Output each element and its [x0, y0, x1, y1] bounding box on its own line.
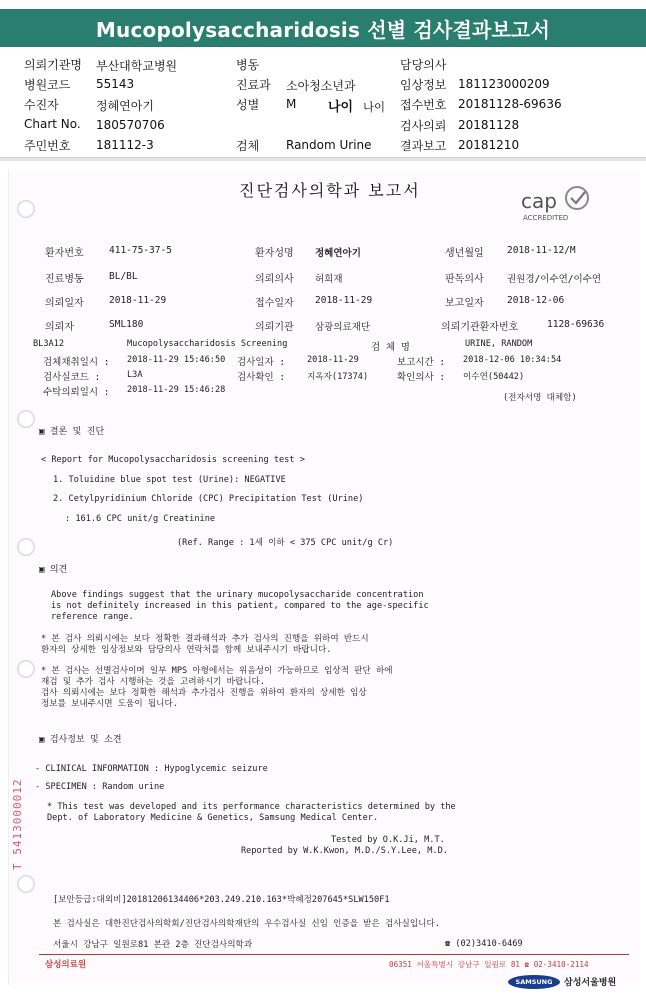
sec2_lines-line: 환자의 상세한 임상정보와 담당의사 연락처를 함께 보내주시기 바랍니다.: [41, 645, 332, 655]
col2-value: M: [286, 97, 297, 112]
col1-value: 정혜연아기: [96, 99, 154, 114]
col2-label: 진료과: [236, 78, 271, 93]
patient-field-label: 의뢰기관환자번호: [441, 322, 519, 333]
patient-field-label: 판독의사: [445, 274, 484, 285]
footer-org-name: 삼성의료원: [45, 960, 87, 970]
col2-label: 검체: [236, 138, 260, 153]
patient-field-value: 허희재: [315, 274, 343, 285]
info-value: L3A: [127, 370, 143, 380]
patient-field-value: 정혜연아기: [315, 248, 361, 259]
sec1_lines-line: < Report for Mucopolysaccharidosis screening test >: [41, 455, 305, 465]
patient-field-value: 삼광의료재단: [315, 322, 371, 333]
footer-rule: [39, 954, 629, 955]
specimen-value: URINE, RANDOM: [465, 339, 533, 349]
patient-field-value: 2018-11-29: [315, 295, 373, 306]
info-label: 보고시간 :: [397, 357, 446, 368]
patient-field-label: 진료병동: [45, 274, 84, 285]
info-value: (전자서명 대체함): [503, 393, 577, 403]
sec2_lines-line: is not definitely increased in this patient, compared to the age-specific: [51, 601, 429, 611]
patient-field-value: 권원경/이수연/이수연: [507, 274, 602, 285]
info-value: 2018-11-29: [307, 355, 359, 365]
patient-field-label: 보고일자: [445, 298, 484, 309]
col3-label: 접수번호: [400, 98, 447, 113]
sec1_lines-line: (Ref. Range : 1세 이하 < 375 CPC unit/g Cr): [177, 538, 394, 548]
footer-address: 06351 서울특별시 강남구 일원로 81 ☎ 02-3410-2114: [389, 960, 589, 969]
info-label: 검사실코드 :: [43, 372, 101, 383]
lab-address: 서울시 강남구 일원로81 본관 2층 진단검사의학과: [53, 940, 253, 950]
punch-hole: [17, 538, 35, 556]
col2-label: 성별: [236, 98, 260, 113]
sec2_lines-line: * 본 검사 의뢰시에는 보다 정확한 결과해석과 추가 검사의 진행을 위하여 반드시: [41, 634, 369, 644]
age-label: 나이: [328, 100, 354, 115]
col1-label: 병원코드: [24, 78, 71, 93]
info-label: 확인의사 :: [397, 372, 446, 383]
sec1_lines-line: 2. Cetylpyridinium Chloride (CPC) Precipitation Test (Urine): [53, 494, 364, 504]
patient-field-value: 411-75-37-5: [109, 245, 172, 256]
age-value: 나이: [362, 100, 386, 114]
col3-label: 임상정보: [400, 78, 447, 93]
col1-value: 180570706: [96, 117, 165, 132]
patient-field-label: 의뢰기관: [255, 322, 294, 333]
sec2_lines-line: Above findings suggest that the urinary mucopolysaccharide concentration: [51, 590, 424, 600]
info-label: 검사확인 :: [237, 372, 286, 383]
patient-field-label: 의뢰의사: [255, 274, 294, 285]
report-title: 진단검사의학과 보고서: [239, 181, 421, 200]
patient-field-value: 2018-11-12/M: [507, 245, 576, 256]
test-name: Mucopolysaccharidosis Screening: [127, 339, 288, 349]
section-conclusion-title: ▣ 결론 및 진단: [39, 427, 105, 437]
info-value: 2018-11-29 15:46:50: [127, 355, 226, 365]
sec1_lines-line: 1. Toluidine blue spot test (Urine): NEGATIVE: [53, 475, 286, 485]
col3-value: 20181128: [458, 117, 520, 132]
age-field: [328, 96, 385, 115]
cap-logo-text: cap: [521, 189, 557, 213]
reported-by: Reported by W.K.Kwon, M.D./S.Y.Lee, M.D.: [241, 846, 448, 856]
col1-value: 55143: [96, 77, 135, 92]
info-value: 이수연(50442): [463, 372, 525, 382]
section-testinfo-title: ▣ 검사정보 및 소견: [39, 735, 122, 745]
cap-accredited-text: ACCREDITED: [523, 214, 569, 222]
col2-value: Random Urine: [286, 137, 372, 152]
col1-label: 의뢰기관명: [24, 58, 82, 72]
sec2_lines-line: 재검 및 추가 검사 시행하는 것을 고려하시기 바랍니다.: [41, 677, 266, 687]
col1-label: 주민번호: [24, 138, 71, 153]
patient-field-label: 환자번호: [45, 248, 84, 259]
col1-label: 수진자: [24, 98, 59, 113]
patient-field-value: 2018-11-29: [109, 295, 167, 306]
test-code: BL3A12: [33, 339, 65, 349]
col3-value: 20181128-69636: [458, 97, 562, 112]
col3-label: 결과보고: [400, 138, 447, 153]
col3-label: 검사의뢰: [400, 118, 447, 133]
punch-hole: [17, 660, 35, 678]
punch-hole: [17, 875, 35, 893]
sec2_lines-line: 정보를 보내주시면 도움이 됩니다.: [41, 699, 178, 709]
patient-field-value: 1128-69636: [547, 319, 605, 330]
hospital-name: 삼성서울병원: [564, 978, 617, 988]
tested-by: Tested by O.K.Ji, M.T.: [331, 835, 445, 845]
patient-field-value: SML180: [109, 319, 144, 330]
sec3_lines-line: - CLINICAL INFORMATION : Hypoglycemic seizure: [35, 764, 268, 774]
sec2_lines-line: 검사 의뢰시에는 보다 정확한 해석과 추가검사 진행을 위하여 환자의 상세한 임상: [41, 688, 367, 698]
patient-field-label: 환자성명: [255, 248, 294, 259]
punch-hole: [17, 410, 35, 428]
info-label: 검사일자 :: [237, 357, 286, 368]
cap-accredited-logo: [519, 182, 599, 224]
col2-value: 소아청소년과: [286, 79, 356, 94]
certification-line: 본 검사실은 대한진단검사의학회/진단검사의학재단의 우수검사실 신임 인증을 받은 검사실입니다.: [53, 919, 440, 929]
patient-field-value: BL/BL: [109, 271, 138, 282]
report-banner: Mucopolysaccharidosis 선별 검사결과보고서: [0, 9, 646, 47]
info-label: 검체채취일시 :: [43, 357, 110, 368]
patient-field-label: 접수일자: [255, 298, 294, 309]
col3-value: 181123000209: [458, 77, 550, 92]
patient-field-label: 생년월일: [445, 248, 484, 259]
sec2_lines-line: reference range.: [51, 612, 134, 622]
info-value: 지옥자(17374): [307, 372, 369, 382]
section-opinion-title: ▣ 의견: [39, 565, 68, 575]
punch-hole: [17, 200, 35, 218]
patient-field-label: 의뢰자: [45, 322, 74, 333]
security-line: [보안등급:대외비]20181206134406*203.249.210.163*박혜정207645*SLW150F1: [53, 895, 390, 905]
patient-field-value: 2018-12-06: [507, 295, 565, 306]
col3-value: 20181210: [458, 137, 520, 152]
patient-field-label: 의뢰일자: [45, 298, 84, 309]
sec1_lines-line: : 161.6 CPC unit/g Creatinine: [65, 514, 216, 524]
info-value: 2018-12-06 10:34:54: [463, 355, 562, 365]
info-value: 2018-11-29 15:46:28: [127, 385, 226, 395]
col1-value: 181112-3: [96, 137, 154, 152]
scanned-report: [8, 170, 640, 985]
side-stamp: T 5413000012: [11, 778, 24, 870]
col3-label: 담당의사: [400, 58, 447, 72]
sec2_lines-line: * 본 검사는 선별검사이며 일부 MPS 아형에서는 위음성이 가능하므로 임상적 판단 하에: [41, 666, 393, 676]
sec3_lines-line: - SPECIMEN : Random urine: [35, 782, 165, 792]
samsung-logo: SAMSUNG: [508, 975, 560, 989]
col1-label: Chart No.: [24, 116, 81, 131]
col1-value: 부산대학교병원: [96, 59, 178, 73]
header-divider: [0, 157, 646, 161]
sec3_lines-line: * This test was developed and its performance characteristics determined by the: [47, 802, 456, 812]
lab-phone: ☎ (02)3410-6469: [445, 939, 523, 949]
info-label: 수탁의뢰일시 :: [43, 387, 110, 398]
col2-label: 병동: [236, 58, 260, 72]
sec3_lines-line: Dept. of Laboratory Medicine & Genetics, Samsung Medical Center.: [47, 813, 379, 823]
specimen-label: 검 체 명: [371, 342, 410, 353]
